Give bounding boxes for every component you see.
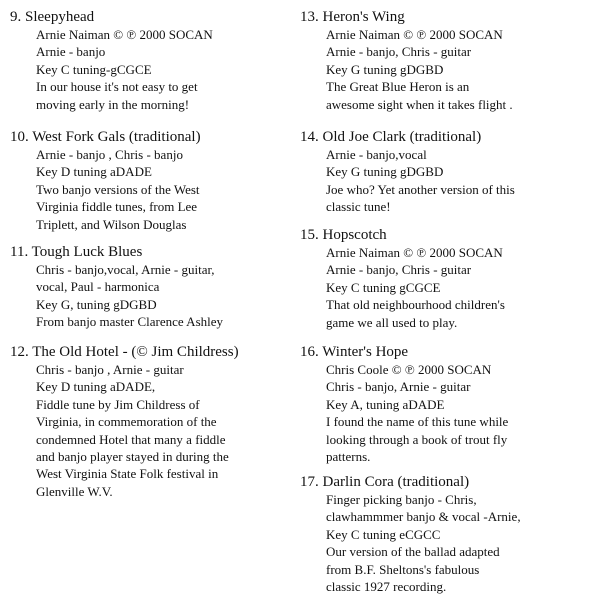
- track-notes: [326, 361, 508, 465]
- personnel-line: Chris - banjo,vocal, Arnie - guitar,: [36, 262, 215, 277]
- track-15: [300, 226, 505, 331]
- track-9: [10, 8, 213, 113]
- personnel-line: clawhammmer banjo & vocal -Arnie,: [326, 509, 521, 525]
- description-line: In our house it's not easy to get: [36, 79, 198, 95]
- personnel-line: Chris - banjo, Arnie - guitar: [326, 379, 471, 395]
- key-tuning-line: Key G tuning gDGBD: [326, 61, 444, 77]
- personnel-line: Arnie - banjo: [36, 44, 106, 60]
- personnel-line: Arnie - banjo, Chris - guitar: [326, 44, 472, 60]
- description-line: from B.F. Sheltons's fabulous: [326, 561, 480, 577]
- description-line: moving early in the morning!: [36, 96, 190, 112]
- personnel-line: vocal, Paul - harmonica: [36, 279, 160, 295]
- description-line: looking through a book of trout fly: [326, 431, 508, 447]
- description-line: Fiddle tune by Jim Childress of: [36, 396, 200, 412]
- description-line: The Great Blue Heron is an: [326, 79, 470, 95]
- track-notes: [36, 26, 213, 113]
- credit-line: Chris Coole © ℗ 2000 SOCAN: [326, 362, 492, 377]
- track-11: [10, 243, 223, 331]
- track-12: [10, 343, 239, 500]
- description-line: Triplett, and Wilson Douglas: [36, 216, 187, 232]
- key-tuning-line: Key D tuning aDADE,: [36, 379, 156, 395]
- description-line: Virginia fiddle tunes, from Lee: [36, 199, 198, 215]
- key-tuning-line: Key G, tuning gDGBD: [36, 296, 157, 312]
- description-line: I found the name of this tune while: [326, 414, 509, 430]
- key-tuning-line: Key D tuning aDADE: [36, 164, 152, 180]
- track-title: 10. West Fork Gals (traditional): [10, 129, 201, 145]
- description-line: Our version of the ballad adapted: [326, 544, 500, 560]
- credit-line: Arnie Naiman © ℗ 2000 SOCAN: [326, 245, 503, 260]
- description-line: condemned Hotel that many a fiddle: [36, 431, 226, 447]
- description-line: Virginia, in commemoration of the: [36, 414, 217, 430]
- track-17: [300, 473, 521, 595]
- track-16: [300, 343, 508, 465]
- key-tuning-line: Key C tuning-gCGCE: [36, 61, 152, 77]
- track-notes: [326, 244, 505, 331]
- credit-line: Arnie Naiman © ℗ 2000 SOCAN: [326, 27, 503, 42]
- key-tuning-line: Key G tuning gDGBD: [326, 164, 444, 180]
- track-notes: [36, 146, 201, 233]
- track-title: 15. Hopscotch: [300, 227, 387, 243]
- description-line: West Virginia State Folk festival in: [36, 466, 219, 482]
- description-line: and banjo player stayed in during the: [36, 449, 229, 465]
- track-13: [300, 8, 513, 113]
- description-line: That old neighbourhood children's: [326, 297, 505, 313]
- track-notes: [326, 491, 521, 595]
- description-line: Two banjo versions of the West: [36, 181, 200, 197]
- personnel-line: Chris - banjo , Arnie - guitar: [36, 362, 184, 377]
- description-line: classic tune!: [326, 199, 391, 215]
- description-line: Glenville W.V.: [36, 483, 113, 499]
- track-title: 17. Darlin Cora (traditional): [300, 474, 470, 490]
- key-tuning-line: Key C tuning eCGCC: [326, 526, 441, 542]
- description-line: classic 1927 recording.: [326, 579, 447, 595]
- track-notes: [36, 361, 239, 500]
- track-title: 16. Winter's Hope: [300, 344, 409, 360]
- personnel-line: Arnie - banjo,vocal: [326, 147, 427, 162]
- key-tuning-line: Key A, tuning aDADE: [326, 396, 445, 412]
- track-10: [10, 128, 201, 233]
- track-title: 12. The Old Hotel - (© Jim Childress): [10, 344, 239, 360]
- personnel-line: Arnie - banjo, Chris - guitar: [326, 262, 472, 278]
- description-line: patterns.: [326, 449, 371, 465]
- track-notes: [326, 146, 515, 216]
- personnel-line: Finger picking banjo - Chris,: [326, 492, 477, 507]
- description-line: game we all used to play.: [326, 314, 458, 330]
- track-title: 11. Tough Luck Blues: [10, 244, 143, 260]
- personnel-line: Arnie - banjo , Chris - banjo: [36, 147, 183, 162]
- description-line: Joe who? Yet another version of this: [326, 181, 515, 197]
- description-line: awesome sight when it takes flight .: [326, 96, 513, 112]
- track-14: [300, 128, 515, 216]
- track-notes: [326, 26, 513, 113]
- track-notes: [36, 261, 223, 331]
- credit-line: Arnie Naiman © ℗ 2000 SOCAN: [36, 27, 213, 42]
- track-title: 14. Old Joe Clark (traditional): [300, 129, 482, 145]
- description-line: From banjo master Clarence Ashley: [36, 314, 224, 330]
- track-title: 9. Sleepyhead: [10, 9, 95, 25]
- key-tuning-line: Key C tuning gCGCE: [326, 279, 441, 295]
- track-title: 13. Heron's Wing: [300, 9, 405, 25]
